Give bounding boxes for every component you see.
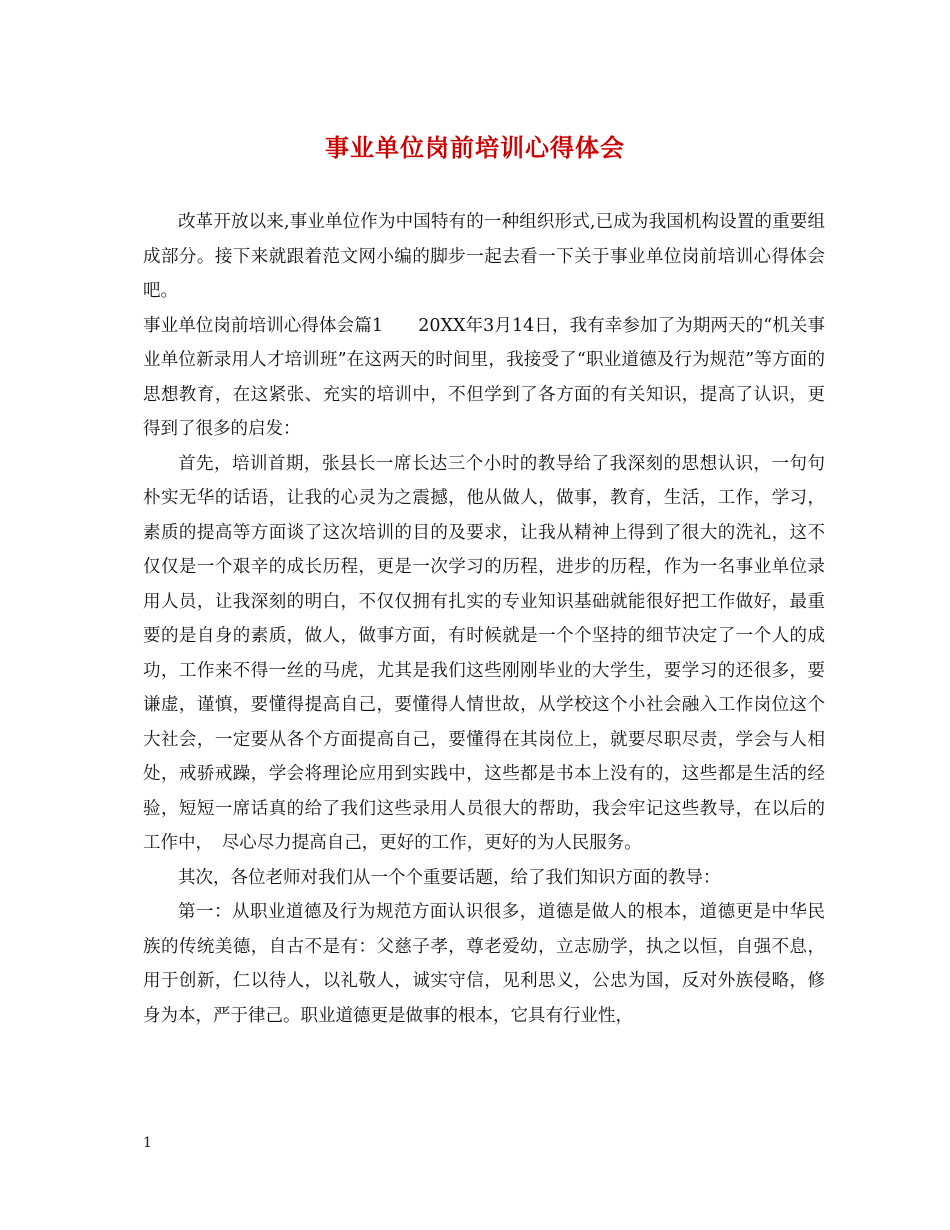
page-number: 1 <box>143 1135 152 1151</box>
paragraph: 其次，各位老师对我们从一个个重要话题，给了我们知识方面的教导： <box>178 867 721 888</box>
document-title: 事业单位岗前培训心得体会 <box>325 133 625 162</box>
document-body <box>143 205 825 1033</box>
paragraph: 事业单位岗前培训心得体会篇1 20XX年3月14日，我有幸参加了为期两天的“机关事业单位新录用人才培训班”在这两天的时间里，我接受了“职业道德及行为规范”等方面的思想教育，在这紧张、充实的培训中，不但学到了各方面的有关知识，提高了认识，更得到了很多的启发： <box>143 315 825 439</box>
paragraph: 改革开放以来,事业单位作为中国特有的一种组织形式,已成为我国机构设置的重要组成部分。接下来就跟着范文网小编的脚步一起去看一下关于事业单位岗前培训心得体会吧。 <box>143 212 825 301</box>
paragraph: 第一：从职业道德及行为规范方面认识很多，道德是做人的根本，道德更是中华民族的传统美德，自古不是有：父慈子孝，尊老爱幼，立志励学，执之以恒，自强不息，用于创新，仁以待人，以礼敬人，诚实守信，见利思义，公忠为国，反对外族侵略，修身为本，严于律己。职业道德更是做事的根本，它具有行业性， <box>143 902 825 1026</box>
paragraph: 首先，培训首期，张县长一席长达三个小时的教导给了我深刻的思想认识，一句句朴实无华的话语，让我的心灵为之震撼，他从做人，做事，教育，生活，工作，学习，素质的提高等方面谈了这次培训的目的及要求，让我从精神上得到了很大的洗礼，这不仅仅是一个艰辛的成长历程，更是一次学习的历程，进步的历程，作为一名事业单位录用人员，让我深刻的明白，不仅仅拥有扎实的专业知识基础就能很好把工作做好，最重要的是自身的素质，做人，做事方面，有时候就是一个个坚持的细节决定了一个人的成功，工作来不得一丝的马虎，尤其是我们这些刚刚毕业的大学生，要学习的还很多，要谦虚，谨慎，要懂得提高自己，要懂得人情世故，从学校这个小社会融入工作岗位这个大社会，一定要从各个方面提高自己，要懂得在其岗位上，就要尽职尽责，学会与人相处，戒骄戒躁，学会将理论应用到实践中，这些都是书本上没有的，这些都是生活的经验，短短一席话真的给了我们这些录用人员很大的帮助，我会牢记这些教导，在以后的工作中， 尽心尽力提高自己，更好的工作，更好的为人民服务。 <box>143 453 825 853</box>
